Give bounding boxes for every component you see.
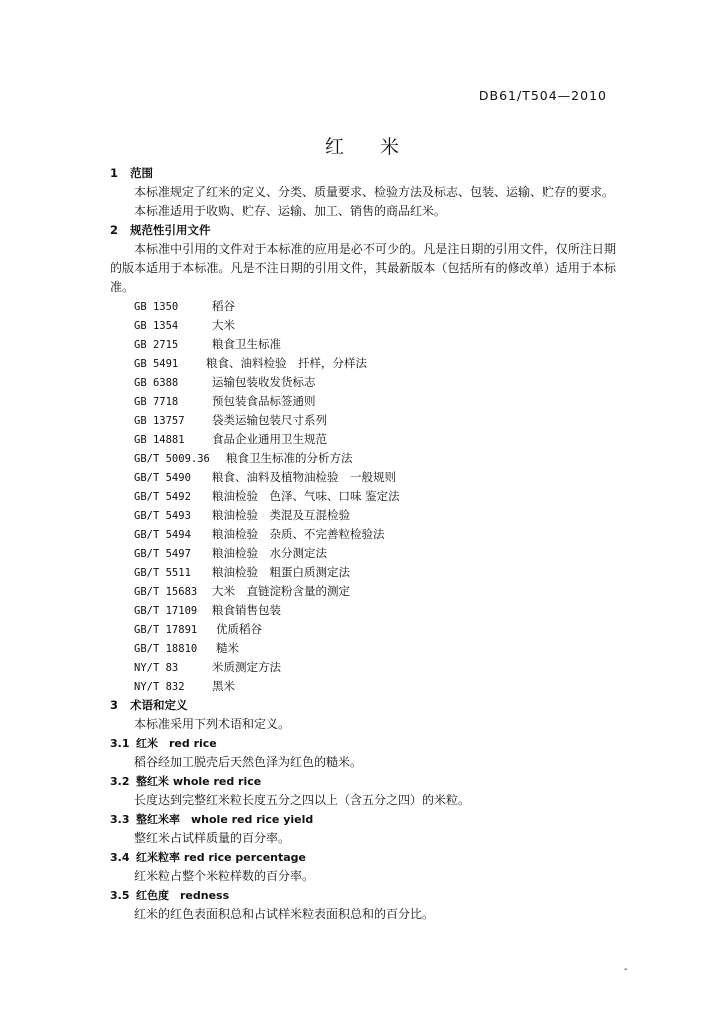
section-1-paragraph-2: 本标准适用于收购、贮存、运输、加工、销售的商品红米。 (134, 204, 447, 218)
section-1-paragraph-1: 本标准规定了红米的定义、分类、质量要求、检验方法及标志、包装、运输、贮存的要求。 (134, 185, 615, 199)
reference-code: GB 14881 (134, 434, 185, 446)
reference-name: 袋类运输包装尺寸系列 (212, 413, 327, 427)
reference-item (134, 544, 616, 563)
reference-name: 粮油检验 色泽、气味、口味 鉴定法 (212, 489, 400, 503)
term-definition: 红米的红色表面积总和占试样米粒表面积总和的百分比。 (134, 907, 435, 921)
reference-code: GB/T 5009.36 (134, 453, 210, 465)
reference-code: GB 1350 (134, 301, 179, 313)
reference-name: 粮食卫生标准的分析方法 (226, 451, 353, 465)
reference-item (134, 563, 616, 582)
reference-code: GB 6388 (134, 377, 179, 389)
reference-item (134, 316, 616, 335)
section-title: 规范性引用文件 (130, 223, 211, 237)
term-title: 红米 red rice (136, 737, 217, 750)
document-body (110, 164, 616, 924)
reference-item (134, 677, 616, 696)
reference-code: GB 7718 (134, 396, 179, 408)
reference-name: 糙米 (216, 641, 239, 655)
term-heading (110, 848, 616, 867)
reference-code: GB/T 17891 (134, 624, 198, 636)
reference-name: 粮油检验 水分测定法 (212, 546, 327, 560)
term-definition: 整红米占试样质量的百分率。 (134, 831, 291, 845)
reference-item (134, 468, 616, 487)
reference-code: GB/T 5497 (134, 548, 191, 560)
term-heading (110, 734, 616, 753)
reference-item (134, 411, 616, 430)
reference-code: GB/T 5511 (134, 567, 191, 579)
document-title: 红米 (324, 136, 435, 158)
reference-item (134, 582, 616, 601)
term-title: 整红米率 whole red rice yield (136, 813, 314, 826)
reference-name: 粮食、油料检验 扦样，分样法 (206, 356, 367, 370)
term-number: 3.5 (110, 889, 130, 902)
term-heading (110, 772, 616, 791)
term-definition: 长度达到完整红米粒长度五分之四以上（含五分之四）的米粒。 (134, 793, 471, 807)
reference-code: GB/T 5490 (134, 472, 191, 484)
section-2-heading (110, 221, 616, 240)
reference-item (134, 373, 616, 392)
reference-code: GB/T 5492 (134, 491, 191, 503)
reference-item (134, 601, 616, 620)
reference-code: GB/T 5494 (134, 529, 191, 541)
reference-name: 大米 (212, 318, 235, 332)
term-number: 3.3 (110, 813, 130, 826)
term-heading (110, 886, 616, 905)
reference-name: 运输包装收发货标志 (212, 375, 316, 389)
reference-code: GB 2715 (134, 339, 179, 351)
term-number: 3.4 (110, 851, 130, 864)
document-code: DB61/T504—2010 (478, 88, 607, 103)
reference-item (134, 392, 616, 411)
term-definition: 稻谷经加工脱壳后天然色泽为红色的糙米。 (134, 755, 363, 769)
reference-name: 食品企业通用卫生规范 (212, 432, 327, 446)
reference-item (134, 449, 616, 468)
reference-item (134, 335, 616, 354)
reference-code: GB 13757 (134, 415, 185, 427)
section-3-heading (110, 696, 616, 715)
term-definition: 红米粒占整个米粒样数的百分率。 (134, 869, 315, 883)
reference-code: NY/T 832 (134, 681, 185, 693)
reference-code: GB/T 18810 (134, 643, 198, 655)
term-number: 3.2 (110, 775, 130, 788)
reference-code: GB 5491 (134, 358, 179, 370)
term-title: 红色度 redness (136, 889, 230, 902)
term-number: 3.1 (110, 737, 130, 750)
reference-name: 粮食销售包装 (212, 603, 281, 617)
reference-name: 大米 直链淀粉含量的测定 (212, 584, 350, 598)
section-2-paragraph-1: 本标准中引用的文件对于本标准的应用是必不可少的。凡是注日期的引用文件，仅所注日期的版本适用于本标准。凡是不注日期的引用文件，其最新版本（包括所有的修改单）适用于本标准。 (110, 242, 616, 294)
term-title: 红米粒率 red rice percentage (136, 851, 307, 864)
reference-code: NY/T 83 (134, 662, 179, 674)
reference-code: GB/T 15683 (134, 586, 198, 598)
reference-item (134, 430, 616, 449)
reference-name: 粮食卫生标准 (212, 337, 281, 351)
reference-item (134, 620, 616, 639)
term-title: 整红米 whole red rice (136, 775, 262, 788)
reference-item (134, 658, 616, 677)
reference-list (110, 297, 616, 696)
reference-name: 粮油检验 杂质、不完善粒检验法 (212, 527, 385, 541)
reference-item (134, 354, 616, 373)
section-number: 2 (110, 223, 119, 237)
reference-code: GB/T 17109 (134, 605, 198, 617)
section-1-heading (110, 164, 616, 183)
reference-name: 黑米 (212, 679, 235, 693)
reference-name: 稻谷 (212, 299, 235, 313)
reference-item (134, 297, 616, 316)
reference-name: 粮油检验 粗蛋白质测定法 (212, 565, 350, 579)
reference-code: GB/T 5493 (134, 510, 191, 522)
section-3-paragraph-1: 本标准采用下列术语和定义。 (134, 717, 291, 731)
reference-item (134, 525, 616, 544)
section-title: 术语和定义 (130, 698, 188, 712)
reference-name: 预包装食品标签通则 (212, 394, 316, 408)
section-number: 1 (110, 166, 119, 180)
reference-name: 粮食、油料及植物油检验 一般规则 (212, 470, 396, 484)
reference-name: 优质稻谷 (216, 622, 262, 636)
reference-name: 粮油检验 类混及互混检验 (212, 508, 350, 522)
section-title: 范围 (130, 166, 153, 180)
page-mark: - (624, 964, 628, 975)
term-heading (110, 810, 616, 829)
section-number: 3 (110, 698, 119, 712)
reference-code: GB 1354 (134, 320, 179, 332)
reference-item (134, 487, 616, 506)
reference-item (134, 639, 616, 658)
reference-name: 米质测定方法 (212, 660, 281, 674)
reference-item (134, 506, 616, 525)
